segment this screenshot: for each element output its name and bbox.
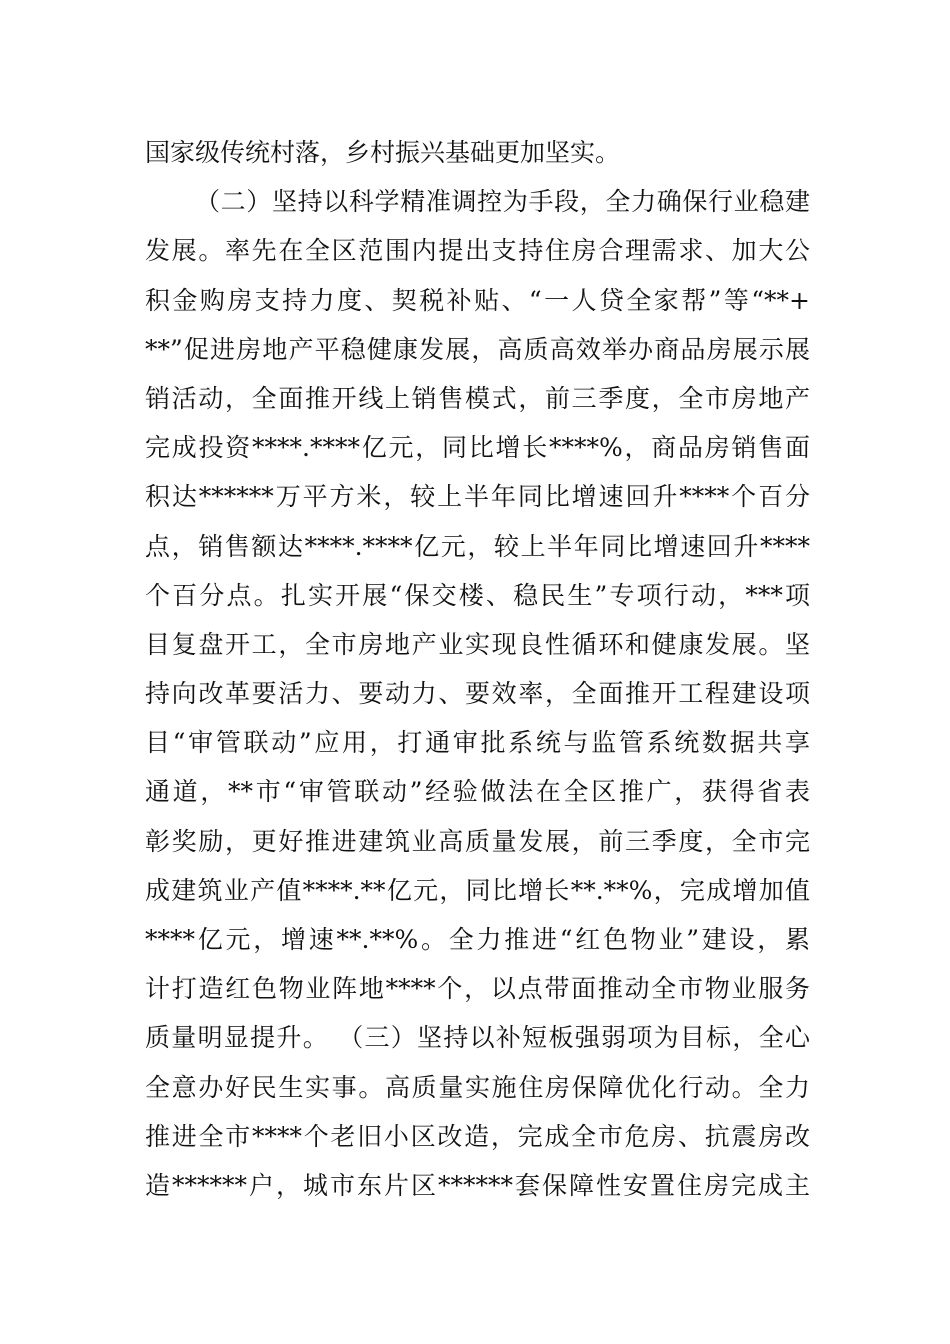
text-line: 国家级传统村落，乡村振兴基础更加坚实。: [145, 138, 621, 167]
text-line: 持向改革要活力、要动力、要效率，全面推开工程建设项: [145, 679, 810, 709]
text-line: 质量明显提升。 （三）坚持以补短板强弱项为目标，全心: [145, 1023, 810, 1053]
text-line: 发展。率先在全区范围内提出支持住房合理需求、加大公: [145, 236, 810, 266]
text-line: ****亿元，增速**.**%。全力推进“红色物业”建设，累: [145, 925, 810, 954]
text-line: 点，销售额达****.****亿元，较上半年同比增速回升****: [145, 531, 810, 561]
text-line: 推进全市****个老旧小区改造，完成全市危房、抗震房改: [145, 1121, 810, 1151]
text-line: 计打造红色物业阵地****个，以点带面推动全市物业服务: [145, 974, 810, 1004]
text-line: 积达******万平方米，较上半年同比增速回升****个百分: [145, 482, 810, 512]
text-line: 完成投资****.****亿元，同比增长****%，商品房销售面: [145, 433, 810, 463]
text-line: 个百分点。扎实开展“保交楼、稳民生”专项行动，***项: [145, 580, 810, 610]
text-line: **”促进房地产平稳健康发展，高质高效举办商品房展示展: [145, 334, 810, 364]
text-line: 成建筑业产值****.**亿元，同比增长**.**%，完成增加值: [145, 875, 810, 905]
text-line: 销活动，全面推开线上销售模式，前三季度，全市房地产: [145, 383, 810, 413]
text-line: 彰奖励，更好推进建筑业高质量发展，前三季度，全市完: [145, 826, 810, 856]
text-line: 造******户，城市东片区******套保障性安置住房完成主: [145, 1170, 810, 1200]
text-line: 通道，**市“审管联动”经验做法在全区推广，获得省表: [145, 777, 810, 807]
body-text: [145, 128, 810, 1210]
text-line: （二）坚持以科学精准调控为手段，全力确保行业稳建: [195, 187, 810, 217]
text-line: 积金购房支持力度、契税补贴、“一人贷全家帮”等“**+: [145, 285, 810, 315]
text-line: 全意办好民生实事。高质量实施住房保障优化行动。全力: [145, 1072, 810, 1102]
text-line: 目复盘开工，全市房地产业实现良性循环和健康发展。坚: [145, 629, 810, 659]
text-line: 目“审管联动”应用，打通审批系统与监管系统数据共享: [145, 728, 810, 758]
